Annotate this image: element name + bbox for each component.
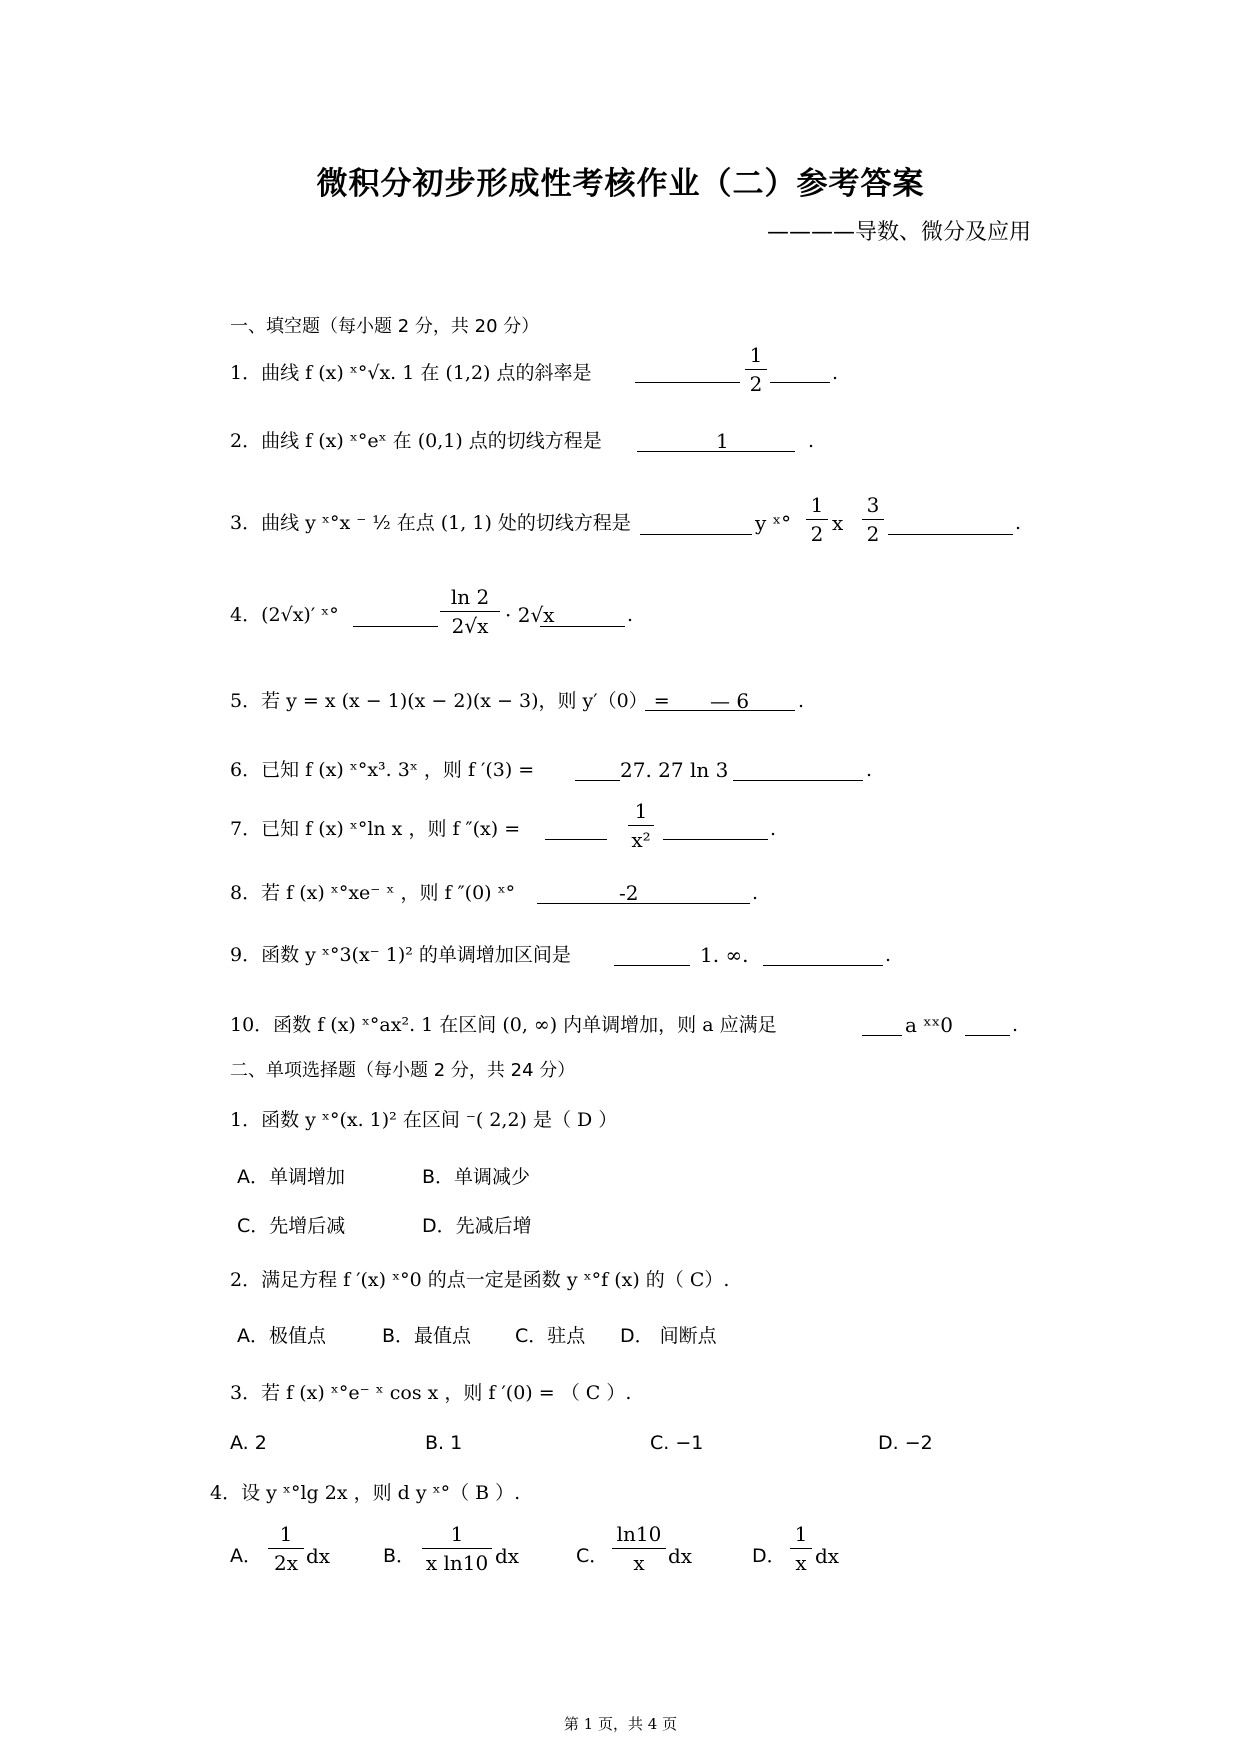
answer-blank [575,780,620,781]
option-tail: dx [495,1544,520,1568]
question-8-text: 8．若 f (x) ˣ°xe⁻ ˣ ，则 f ″(0) ˣ° [230,882,516,904]
question-1-text: 1．曲线 f (x) ˣ°√x. 1 在 (1,2) 点的斜率是 [230,362,592,384]
option-fraction: 1 x ln10 [422,1522,492,1575]
answer-blank [635,382,740,383]
choice-option: D. −2 [878,1432,933,1454]
question-end: . [832,362,839,384]
answer-value: x [832,511,844,535]
question-end: . [627,604,634,626]
question-3-text: 3．曲线 y ˣ°x ⁻ ½ 在点 (1, 1) 处的切线方程是 [230,512,631,534]
answer-value: 27. 27 ln 3 [620,758,729,782]
question-end: . [798,690,805,712]
page-subtitle: ————导数、微分及应用 [766,220,1031,245]
answer-blank [540,626,625,627]
answer-blank [888,534,1013,535]
question-6-text: 6．已知 f (x) ˣ°x³. 3ˣ ，则 f ′(3) = [230,759,535,781]
option-fraction: 1 2x [268,1522,304,1575]
page-footer: 第 1 页，共 4 页 [563,1715,678,1733]
answer-value: y ˣ° [755,511,792,535]
section-heading-choice: 二、单项选择题（每小题 2 分，共 24 分） [230,1060,576,1081]
answer-fraction: 1 x² [628,799,654,852]
question-10-text: 10．函数 f (x) ˣ°ax². 1 在区间 (0, ∞) 内单调增加，则 a 应满足 [230,1014,777,1036]
choice-question-3-text: 3．若 f (x) ˣ°e⁻ ˣ cos x ，则 f ′(0) = （ C ）. [230,1382,632,1404]
choice-option: C．先增后减 [237,1215,346,1237]
choice-question-4-text: 4．设 y ˣ°lg 2x ，则 d y ˣ°（ B ）. [210,1482,521,1504]
choice-option: D． 间断点 [620,1325,717,1347]
choice-option: B. 1 [425,1432,463,1454]
answer-fraction: 1 2 [806,493,828,546]
answer-blank [763,965,883,966]
question-end: . [752,882,759,904]
answer-blank [640,534,752,535]
answer-value: -2 [619,881,639,905]
answer-value: · 2√x [505,603,555,627]
answer-blank [965,1035,1010,1036]
answer-blank [862,1035,902,1036]
choice-question-2-text: 2．满足方程 f ′(x) ˣ°0 的点一定是函数 y ˣ°f (x) 的（ C）. [230,1269,730,1291]
choice-option: D．先减后增 [422,1215,532,1237]
answer-value: 1. ∞. [700,943,749,967]
question-2-text: 2．曲线 f (x) ˣ°eˣ 在 (0,1) 点的切线方程是 [230,430,602,452]
answer-blank [537,903,750,904]
answer-blank [353,626,438,627]
choice-option-label: A． [230,1545,262,1567]
option-tail: dx [668,1544,693,1568]
question-end: . [885,944,892,966]
choice-option-label: D． [752,1545,786,1567]
question-7-text: 7．已知 f (x) ˣ°ln x ，则 f ″(x) = [230,818,521,840]
question-5-text: 5．若 y = x (x − 1)(x − 2)(x − 3)，则 y′（0） = [230,690,670,712]
section-heading-fill-in: 一、填空题（每小题 2 分，共 20 分） [230,316,540,337]
question-end: . [808,430,815,452]
choice-question-1-text: 1．函数 y ˣ°(x. 1)² 在区间 ⁻( 2,2) 是（ D ） [230,1109,618,1131]
answer-fraction: 1 2 [745,343,767,396]
page-title: 微积分初步形成性考核作业（二）参考答案 [316,166,925,202]
choice-option: B．最值点 [382,1325,472,1347]
choice-option: C. −1 [650,1432,704,1454]
choice-option: C．驻点 [515,1325,586,1347]
choice-option: A．极值点 [237,1325,326,1347]
question-4-text: 4．(2√x)′ ˣ° [230,604,339,626]
answer-blank [770,382,830,383]
option-fraction: 1 x [790,1522,812,1575]
answer-blank [545,839,607,840]
choice-option-label: B． [383,1545,416,1567]
answer-fraction: ln 2 2√x [440,585,500,638]
answer-fraction: 3 2 [862,493,884,546]
choice-option-label: C． [576,1545,609,1567]
question-end: . [1012,1014,1019,1036]
question-end: . [866,759,873,781]
answer-value: 1 [716,429,729,453]
answer-blank [733,780,863,781]
question-end: . [770,818,777,840]
question-end: . [1015,512,1022,534]
answer-value: a ˣˣ0 [905,1013,953,1037]
answer-blank [663,839,768,840]
choice-option: A．单调增加 [237,1166,345,1188]
question-9-text: 9．函数 y ˣ°3(x⁻ 1)² 的单调增加区间是 [230,944,571,966]
choice-option: B．单调减少 [422,1166,531,1188]
option-tail: dx [815,1544,840,1568]
answer-blank [614,965,690,966]
option-fraction: ln10 x [612,1522,666,1575]
option-tail: dx [306,1544,331,1568]
choice-option: A. 2 [230,1432,267,1454]
answer-value: — 6 [710,689,750,713]
